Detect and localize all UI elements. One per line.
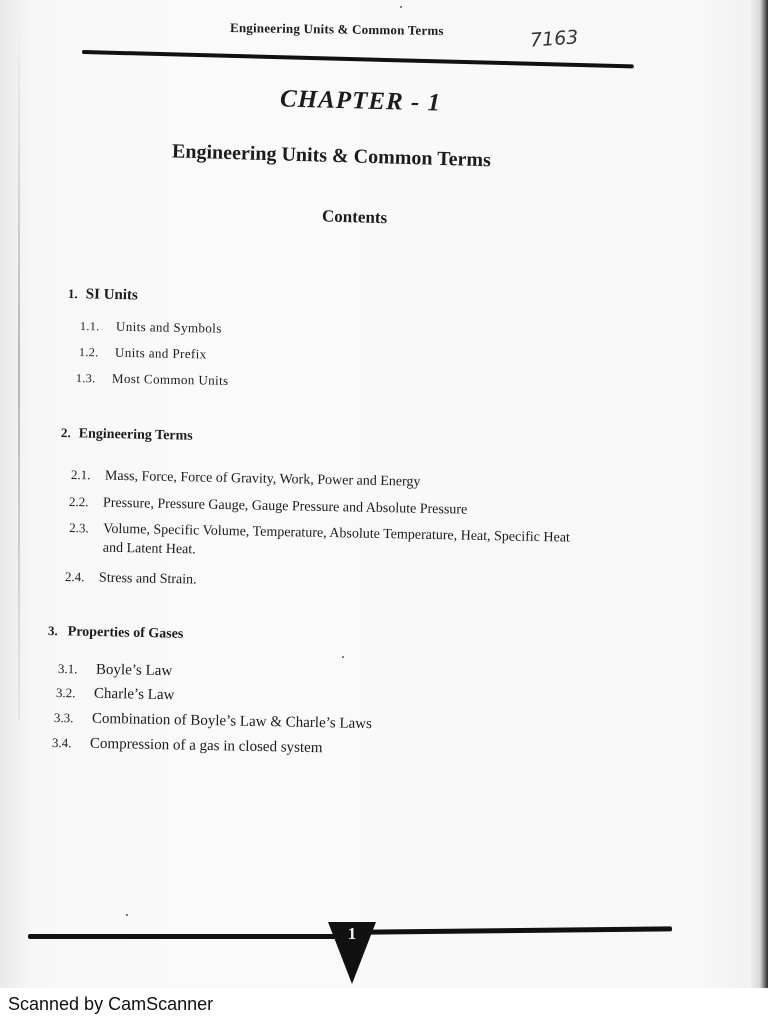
- running-header-title: Engineering Units & Common Terms: [229, 20, 444, 39]
- item-text: Units and Prefix: [114, 344, 207, 362]
- toc-item-3-4: [52, 735, 323, 757]
- toc-item-2-3: [69, 520, 570, 566]
- section-number: 1.: [67, 286, 78, 302]
- item-text: Volume, Specific Volume, Temperature, Absolute Temperature, Heat, Specific Heat: [103, 521, 571, 546]
- page-number: 1: [347, 924, 357, 943]
- item-number: 1.2.: [78, 345, 99, 360]
- item-text: Units and Symbols: [115, 318, 222, 336]
- toc-section-1: [68, 286, 138, 304]
- scan-speck: [126, 914, 128, 916]
- chapter-label: CHAPTER - 1: [279, 85, 442, 117]
- item-text: Compression of a gas in closed system: [89, 735, 323, 757]
- item-number: 2.1.: [70, 467, 91, 483]
- item-number: 1.1.: [79, 319, 100, 334]
- header-rule: [82, 50, 634, 68]
- item-text: Charle’s Law: [93, 685, 175, 704]
- item-number: 3.4.: [51, 735, 72, 751]
- section-title: Engineering Terms: [78, 426, 193, 444]
- contents-heading: Contents: [321, 206, 388, 228]
- toc-section-3: [48, 623, 184, 643]
- scan-speck: [400, 6, 402, 8]
- footer-rule-right: [368, 926, 672, 934]
- scan-speck: [342, 656, 344, 658]
- item-text: Pressure, Pressure Gauge, Gauge Pressure and Absolute Pressure: [102, 495, 468, 518]
- toc-section-2: [61, 425, 193, 445]
- item-number: 3.1.: [57, 661, 78, 677]
- item-number: 2.2.: [68, 494, 89, 510]
- item-number: 3.3.: [53, 710, 74, 726]
- section-number: 2.: [60, 425, 71, 441]
- toc-item-3-2: [56, 685, 175, 704]
- toc-item-2-4: [65, 569, 197, 589]
- toc-item-2-1: [71, 467, 421, 491]
- handwritten-note: 7163: [529, 26, 580, 52]
- toc-item-1-3: [76, 370, 229, 389]
- toc-item-3-3: [54, 710, 372, 733]
- item-text-continuation: and Latent Heat.: [102, 540, 196, 558]
- toc-item-1-1: [80, 318, 222, 337]
- item-text: Stress and Strain.: [98, 570, 197, 588]
- section-number: 3.: [47, 623, 58, 639]
- toc-item-3-1: [58, 661, 173, 680]
- page-left-edge-shadow: [18, 20, 20, 720]
- page-right-edge-shadow: [748, 0, 768, 1000]
- toc-item-2-2: [69, 494, 468, 519]
- item-number: 1.3.: [75, 371, 96, 386]
- chapter-title: Engineering Units & Common Terms: [171, 140, 492, 172]
- item-number: 2.3.: [69, 520, 89, 536]
- section-title: SI Units: [85, 286, 139, 304]
- item-text: Mass, Force, Force of Gravity, Work, Power and Energy: [104, 468, 421, 490]
- section-title: Properties of Gases: [67, 624, 184, 642]
- item-number: 3.2.: [55, 685, 76, 701]
- toc-item-1-2: [79, 344, 207, 362]
- footer-rule-left: [28, 934, 346, 939]
- scanner-watermark: Scanned by CamScanner: [8, 994, 214, 1014]
- item-text: Combination of Boyle’s Law & Charle’s Laws: [91, 710, 373, 733]
- item-text: Most Common Units: [111, 370, 229, 388]
- item-text: Boyle’s Law: [95, 661, 173, 680]
- item-number: 2.4.: [64, 569, 85, 585]
